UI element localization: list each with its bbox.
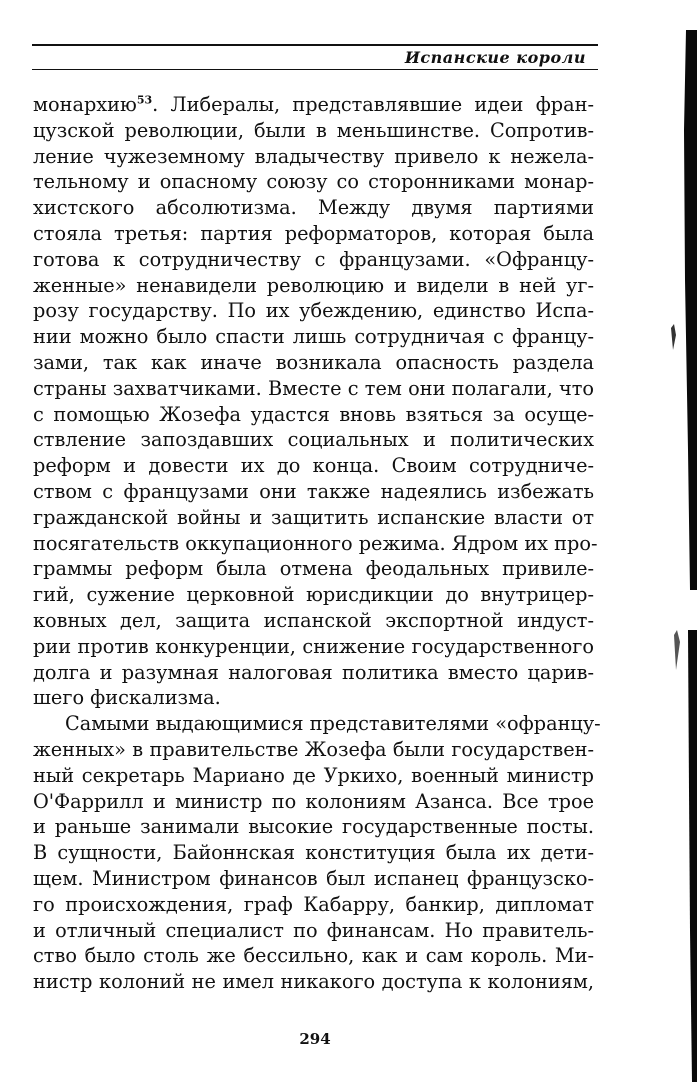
text-line: шего фискализма. <box>33 686 221 710</box>
text-line: тельному и опасному союзу со сторонниками монар- <box>33 170 594 194</box>
text-line: нистр колоний не имел никакого доступа к колониям, <box>33 970 594 994</box>
text-line: женных» в правительстве Жозефа были государствен- <box>33 737 594 761</box>
binding-speckle-2 <box>671 324 676 350</box>
paragraph-2 <box>33 711 601 995</box>
text-line: нии можно было спасти лишь сотрудничая с францу- <box>33 325 594 349</box>
text-line: ствление запоздавших социальных и политических <box>33 428 594 452</box>
header-rule-bottom <box>32 69 598 70</box>
text-line: ление чужеземному владычеству привело к нежела- <box>33 144 594 168</box>
text-line: долга и разумная налоговая политика вместо царив- <box>33 660 594 684</box>
running-head: Испанские короли <box>404 48 586 67</box>
text-line: страны захватчиками. Вместе с тем они полагали, что <box>33 376 594 400</box>
text-line: го происхождения, граф Кабарру, банкир, дипломат <box>33 892 594 916</box>
text-line: зами, так как иначе возникала опасность раздела <box>33 350 594 374</box>
text-line: цузской революции, были в меньшинстве. Сопротив- <box>33 118 594 142</box>
text-line: рии против конкуренции, снижение государственного <box>33 634 594 658</box>
text-line: реформ и довести их до конца. Своим сотрудниче- <box>33 454 594 478</box>
text-line: граммы реформ была отмена феодальных привиле- <box>33 557 594 581</box>
text-line: посягательств оккупационного режима. Ядром их про- <box>33 531 598 555</box>
text-line: щем. Министром финансов был испанец французско- <box>33 866 594 890</box>
text-line: и отличный специалист по финансам. Но правитель- <box>33 918 594 942</box>
page-number: 294 <box>299 1030 331 1048</box>
text-line: розу государству. По их убеждению, единство Испа- <box>33 299 594 323</box>
binding-speckle <box>674 630 680 670</box>
text-line: готова к сотрудничеству с французами. «Офранцу- <box>33 247 594 271</box>
text-line: В сущности, Байоннская конституция была их дети- <box>33 841 594 865</box>
text-line: ством с французами они также надеялись избежать <box>33 479 594 503</box>
page-header <box>32 44 598 72</box>
text-line: с помощью Жозефа удастся вновь взяться за осуще- <box>33 402 594 426</box>
text-line: хистского абсолютизма. Между двумя партиями <box>33 196 594 220</box>
text-line: стояла третья: партия реформаторов, которая была <box>33 221 594 245</box>
text-line: гий, сужение церковной юрисдикции до внутрицер- <box>33 583 594 607</box>
text-line: Самыми выдающимися представителями «офранцу- <box>65 712 601 736</box>
text-line <box>33 92 594 118</box>
text-line: ковных дел, защита испанской экспортной индуст- <box>33 608 594 632</box>
first-word: монархию <box>33 93 137 116</box>
paragraph-1 <box>33 92 598 711</box>
text-line: женные» ненавидели революцию и видели в ней уг- <box>33 273 594 297</box>
footnote-reference[interactable]: 53 <box>136 93 153 107</box>
binding-shadow-lower <box>688 630 697 1082</box>
text-line: ный секретарь Мариано де Уркихо, военный министр <box>33 763 594 787</box>
text-line: гражданской войны и защитить испанские власти от <box>33 505 594 529</box>
binding-edge-shadow <box>668 30 698 1082</box>
text-line: ство было столь же бессильно, как и сам король. Ми- <box>33 944 594 968</box>
text-line: О'Фаррилл и министр по колониям Азанса. Все трое <box>33 789 594 813</box>
body-text <box>33 92 601 995</box>
text-line: и раньше занимали высокие государственные посты. <box>33 815 594 839</box>
binding-shadow-upper <box>684 30 697 590</box>
first-line-rest: . Либералы, представлявшие идеи фран- <box>152 93 594 116</box>
header-rule-top <box>32 44 598 46</box>
